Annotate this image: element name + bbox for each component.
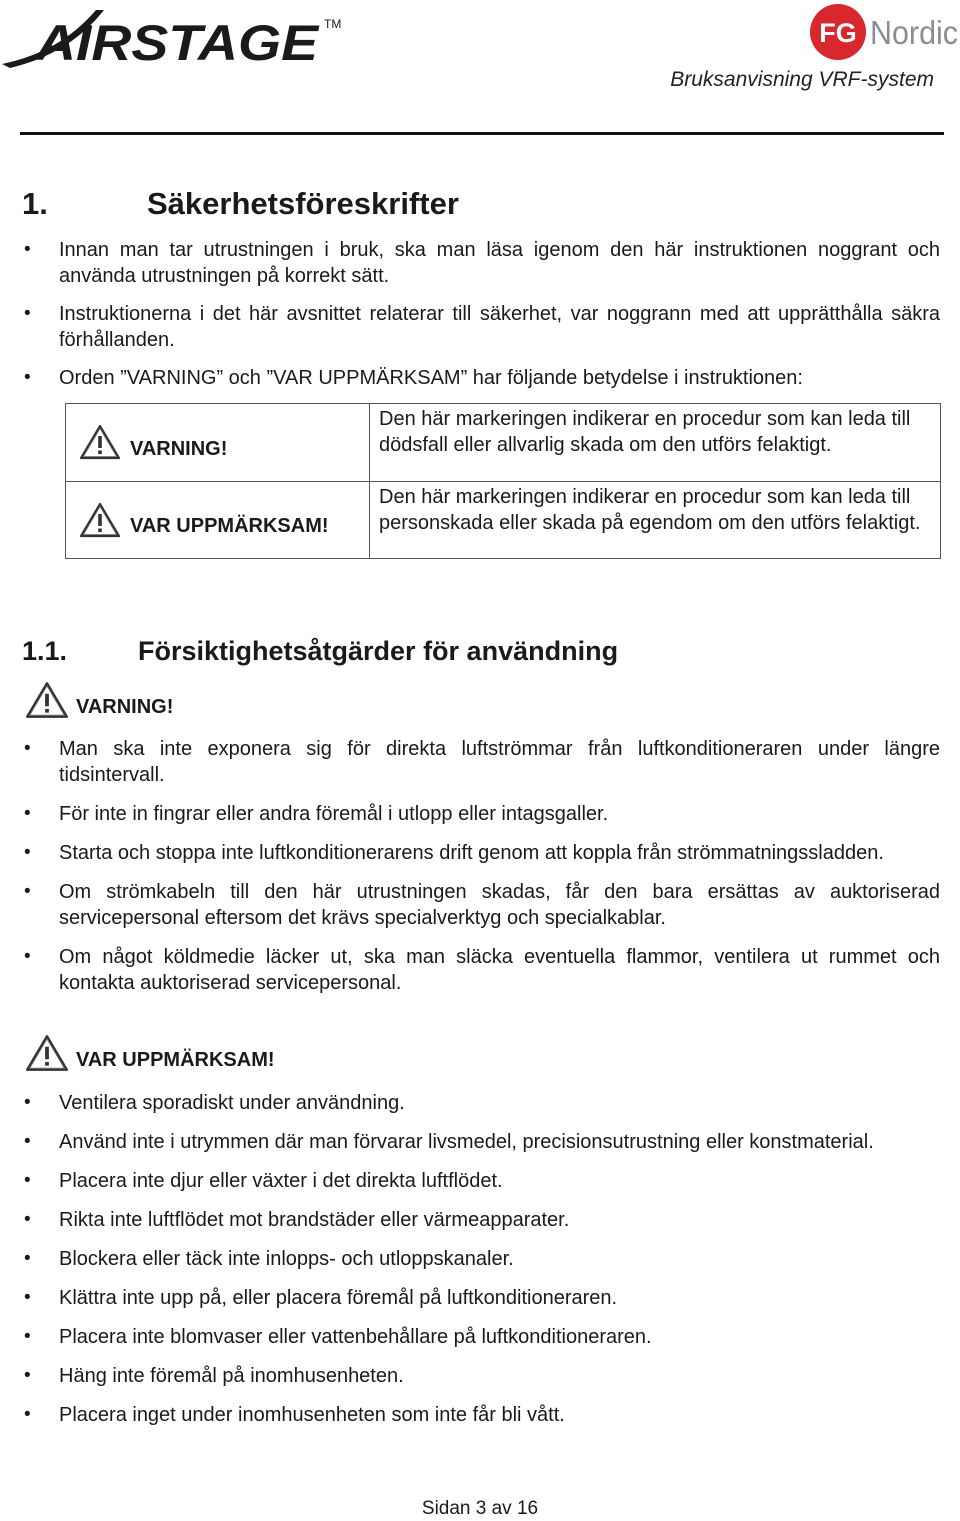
table-label: VAR UPPMÄRKSAM! (130, 515, 329, 538)
section-number: 1. (22, 186, 48, 221)
list-item: • Instruktionerna i det här avsnittet relaterar till säkerhet, var noggrann med att upprätthålla säkra förhållanden. (24, 303, 940, 351)
document-subtitle: Bruksanvisning VRF-system (670, 68, 934, 91)
list-item: • Placera inget under inomhusenheten som inte får bli vått. (24, 1404, 565, 1426)
caution-label (24, 1033, 275, 1073)
airstage-logo-text: AIRSTAGE (33, 15, 320, 70)
warning-symbol-table (65, 403, 941, 559)
section-heading (22, 186, 459, 222)
header-divider (20, 132, 944, 135)
airstage-logo (0, 4, 345, 70)
caution-label-text: VAR UPPMÄRKSAM! (76, 1049, 275, 1071)
table-label-cell (66, 404, 370, 482)
fg-logo-text: FG (819, 18, 857, 48)
warning-label (24, 680, 173, 720)
subsection-title: Försiktighetsåtgärder för användning (138, 636, 619, 666)
section-title: Säkerhetsföreskrifter (147, 186, 459, 221)
table-row (66, 404, 941, 482)
warning-label-text: VARNING! (76, 696, 174, 718)
list-item: • Blockera eller täck inte inlopps- och utloppskanaler. (24, 1248, 514, 1270)
subsection-number: 1.1. (22, 636, 68, 666)
nordic-logo-text: Nordic (870, 14, 958, 51)
table-description: Den här markeringen indikerar en procedur som kan leda till dödsfall eller allvarlig skada om den utförs felaktigt. (370, 404, 941, 482)
warning-triangle-icon (24, 1033, 70, 1073)
list-item: • Rikta inte luftflödet mot brandstäder eller värmeapparater. (24, 1209, 570, 1231)
table-description: Den här markeringen indikerar en procedur som kan leda till personskada eller skada på egendom om den utförs felaktigt. (370, 481, 941, 559)
list-item: • Placera inte djur eller växter i det direkta luftflödet. (24, 1170, 503, 1192)
table-label: VARNING! (130, 437, 228, 460)
list-item: • Orden ”VARNING” och ”VAR UPPMÄRKSAM” har följande betydelse i instruktionen: (24, 367, 803, 389)
list-item: • Man ska inte exponera sig för direkta luftströmmar från luftkonditioneraren under längre tidsintervall. (24, 738, 940, 786)
warning-triangle-icon (78, 423, 122, 461)
intro-bullet-list (22, 237, 940, 391)
subsection-heading (22, 636, 618, 667)
fg-nordic-logo (808, 4, 960, 60)
list-item: • Häng inte föremål på inomhusenheten. (24, 1365, 404, 1387)
list-item: • Innan man tar utrustningen i bruk, ska man läsa igenom den här instruktionen noggrant och använda utrustningen på korrekt sätt. (24, 239, 940, 287)
list-item: • Om något köldmedie läcker ut, ska man släcka eventuella flammor, ventilera ut rummet och kontakta auktoriserad servicepersonal. (24, 946, 940, 994)
list-item: • Placera inte blomvaser eller vattenbehållare på luftkonditioneraren. (24, 1326, 652, 1348)
caution-bullet-list (22, 1090, 940, 1428)
list-item: • Använd inte i utrymmen där man förvarar livsmedel, precisionsutrustning eller konstmaterial. (24, 1131, 874, 1153)
list-item: • Klättra inte upp på, eller placera föremål på luftkonditioneraren. (24, 1287, 618, 1309)
page-number: Sidan 3 av 16 (421, 1498, 539, 1519)
table-label-cell (66, 481, 370, 559)
warning-triangle-icon (78, 501, 122, 539)
list-item: • För inte in fingrar eller andra föremål i utlopp eller intagsgaller. (24, 803, 609, 825)
airstage-tm: TM (324, 17, 342, 31)
list-item: • Starta och stoppa inte luftkonditionerarens drift genom att koppla från strömmatningssladden. (24, 842, 884, 864)
list-item: • Ventilera sporadiskt under användning. (24, 1092, 405, 1114)
warning-triangle-icon (24, 680, 70, 720)
warning-bullet-list (22, 736, 940, 996)
list-item: • Om strömkabeln till den här utrustningen skadas, får den bara ersättas av auktoriserad servicepersonal eftersom det krävs specialverktyg och specialkablar. (24, 881, 940, 929)
table-row (66, 481, 941, 559)
